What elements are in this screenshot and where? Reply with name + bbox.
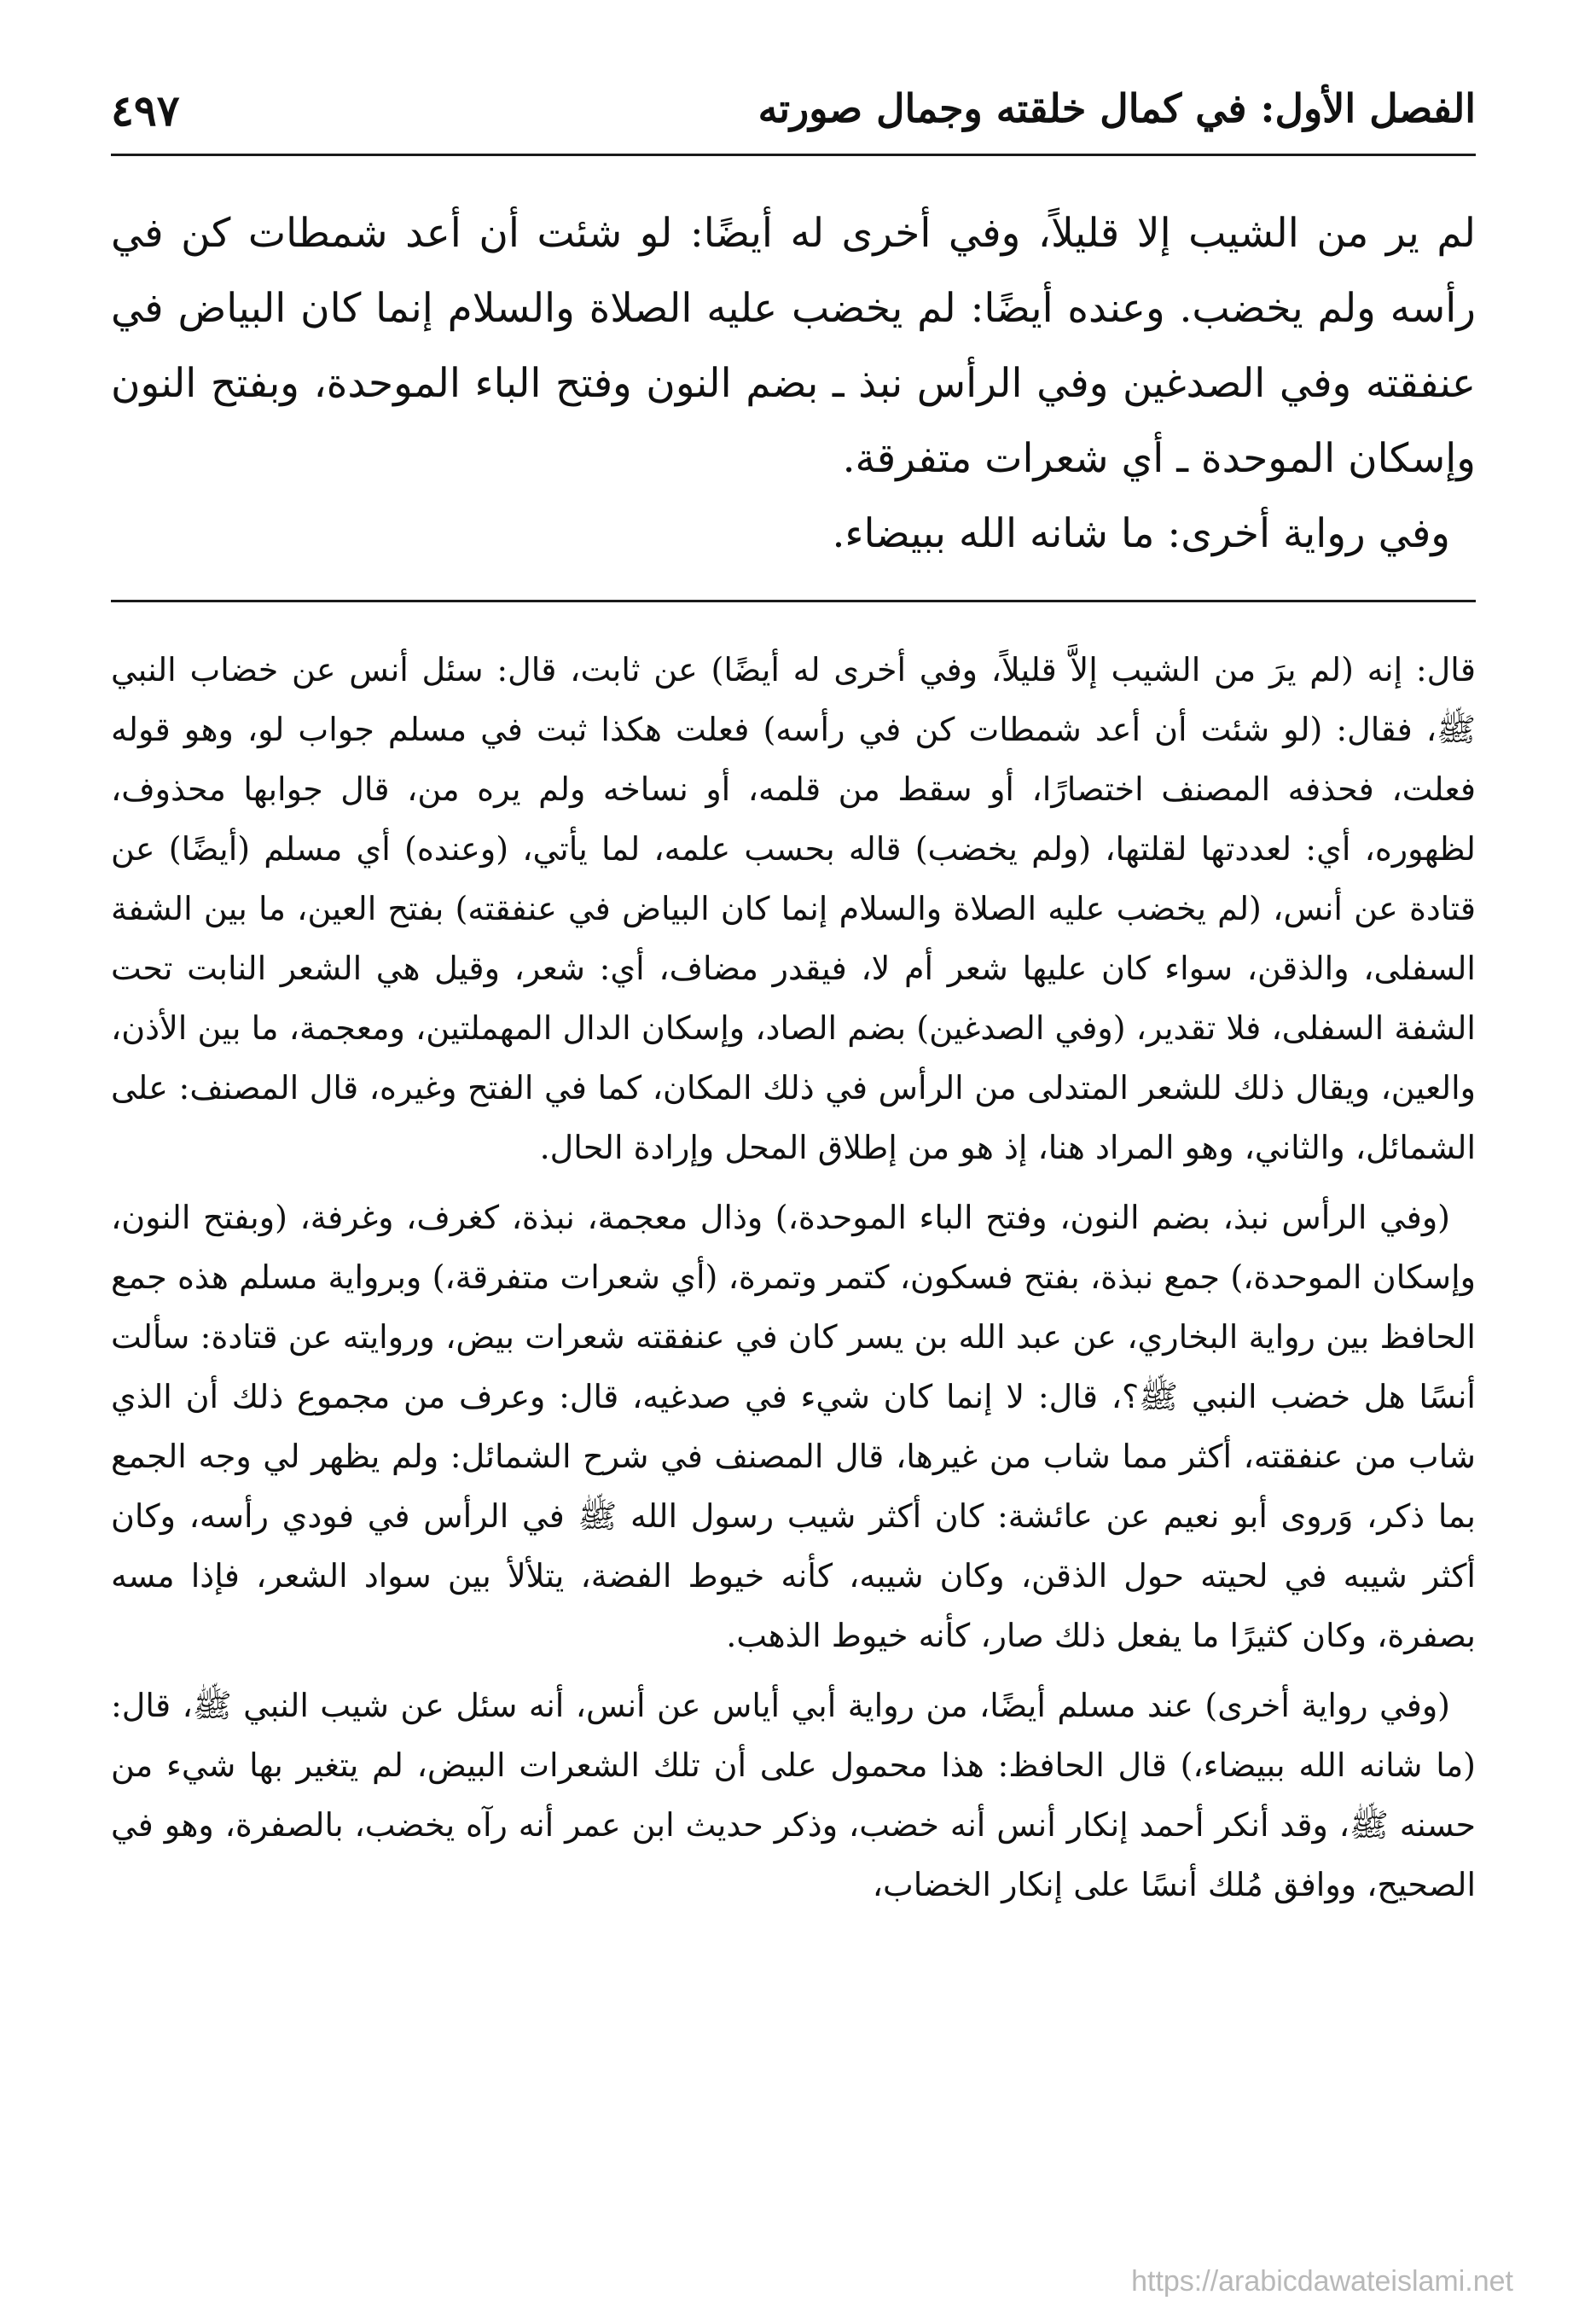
commentary-paragraph: قال: إنه (لم يرَ من الشيب إلاَّ قليلاً، وفي أخرى له أيضًا) عن ثابت، قال: سئل أنس عن خضاب النبي ﷺ، فقال: (لو شئت أن أعد شمطات كن في رأسه) فعلت هكذا ثبت في مسلم جواب لو، وهو قوله فعلت، فحذفه المصنف اختصارًا، أو سقط من قلمه، أو نساخه ولم يره من، قال جوابها محذوف، لظهوره، أي: لعددتها لقلتها، (ولم يخضب) قاله بحسب علمه، لما يأتي، (وعنده) أي مسلم (أيضًا) عن قتادة عن أنس، (لم يخضب عليه الصلاة والسلام إنما كان البياض في عنفقته) بفتح العين، ما بين الشفة السفلى، والذقن، سواء كان عليها شعر أم لا، فيقدر مضاف، أي: شعر، وقيل هي الشعر النابت تحت الشفة السفلى، فلا تقدير، (وفي الصدغين) بضم الصاد، وإسكان الدال المهملتين، ومعجمة، ما بين الأذن، والعين، ويقال ذلك للشعر المتدلى من الرأس في ذلك المكان، كما في الفتح وغيره، قال المصنف: على الشمائل، والثاني، وهو المراد هنا، إذ هو من إطلاق المحل وإرادة الحال. xyxy=(111,651,1476,1166)
main-text xyxy=(111,196,1476,572)
separator-rule xyxy=(111,600,1476,602)
watermark-url: https://arabicdawateislami.net xyxy=(1131,2265,1513,2298)
chapter-title: الفصل الأول: في كمال خلقته وجمال صورته xyxy=(757,85,1476,131)
main-text-paragraph: لم ير من الشيب إلا قليلاً، وفي أخرى له أيضًا: لو شئت أن أعد شمطات كن في رأسه ولم يخضب. وعنده أيضًا: لم يخضب عليه الصلاة والسلام إنما كان البياض في عنفقته وفي الصدغين وفي الرأس نبذ ـ بضم النون وفتح الباء الموحدة، وبفتح النون وإسكان الموحدة ـ أي شعرات متفرقة. xyxy=(111,210,1476,482)
commentary-text xyxy=(111,640,1476,1925)
main-text-paragraph: وفي رواية أخرى: ما شانه الله ببيضاء. xyxy=(832,510,1450,557)
page-header xyxy=(111,85,1476,145)
commentary-paragraph: (وفي رواية أخرى) عند مسلم أيضًا، من رواية أبي أياس عن أنس، أنه سئل عن شيب النبي ﷺ، قال: (ما شانه الله ببيضاء،) قال الحافظ: هذا محمول على أن تلك الشعرات البيض، لم يتغير بها شيء من حسنه ﷺ، وقد أنكر أحمد إنكار أنس أنه خضب، وذكر حديث ابن عمر أنه رآه يخضب، بالصفرة، وهو في الصحيح، ووافق مُلك أنسًا على إنكار الخضاب، xyxy=(111,1687,1476,1903)
header-rule xyxy=(111,154,1476,156)
commentary-paragraph: (وفي الرأس نبذ، بضم النون، وفتح الباء الموحدة،) وذال معجمة، نبذة، كغرف، وغرفة، (وبفتح النون، وإسكان الموحدة،) جمع نبذة، بفتح فسكون، كتمر وتمرة، (أي شعرات متفرقة،) وبرواية مسلم هذه جمع الحافظ بين رواية البخاري، عن عبد الله بن يسر كان في عنفقته شعرات بيض، وروايته عن قتادة: سألت أنسًا هل خضب النبي ﷺ؟، قال: لا إنما كان شيء في صدغيه، قال: وعرف من مجموع ذلك أن الذي شاب من عنفقته، أكثر مما شاب من غيرها، قال المصنف في شرح الشمائل: ولم يظهر لي وجه الجمع بما ذكر، وَروى أبو نعيم عن عائشة: كان أكثر شيب رسول الله ﷺ في الرأس في فودي رأسه، وكان أكثر شيبه في لحيته حول الذقن، وكان شيبه، كأنه خيوط الفضة، يتلألأ بين سواد الشعر، فإذا مسه بصفرة، وكان كثيرًا ما يفعل ذلك صار، كأنه خيوط الذهب. xyxy=(111,1199,1476,1654)
page-number: ٤٩٧ xyxy=(111,85,180,136)
